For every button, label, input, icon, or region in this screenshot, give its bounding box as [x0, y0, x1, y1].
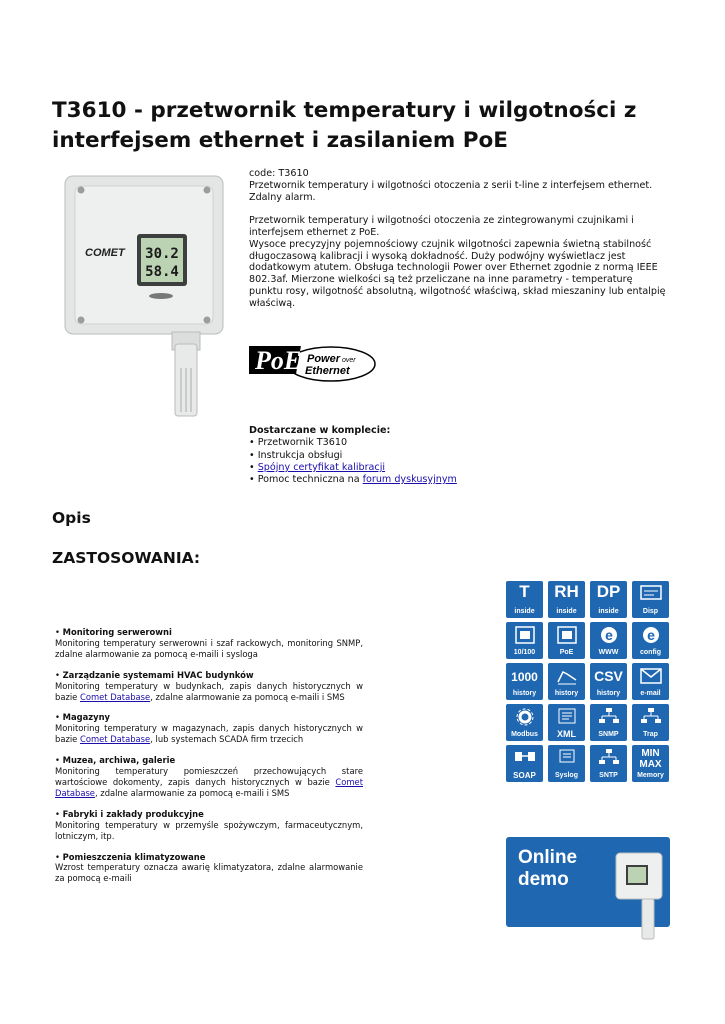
list-item: • Zarządzanie systemami HVAC budynków Monitoring temperatury w budynkach, zapis danych historycznych w bazie Comet Database, zdalne alarmowanie za pomocą e-maili i SMS — [55, 669, 363, 702]
temperature-inside-icon: T inside — [506, 581, 543, 618]
xml-icon: XML — [548, 704, 585, 741]
online-demo-button[interactable] — [506, 837, 670, 927]
ethernet-port-icon: 10/100 — [506, 622, 543, 659]
svg-text:Power: Power — [307, 353, 341, 365]
application-description: Wzrost temperatury oznacza awarię klimatyzatora, zdalne alarmowanie za pomocą e-maili — [55, 862, 363, 884]
application-name: Muzea, archiwa, galerie — [62, 755, 176, 766]
list-item: • Magazyny Monitoring temperatury w magazynach, zapis danych historycznych w bazie Comet Database, lub systemach SCADA firm trzecich — [55, 712, 363, 745]
brand-logo: COMET — [85, 247, 125, 259]
list-item: • Fabryki i zakłady produkcyjne Monitoring temperatury w przemyśle spożywczym, farmaceutycznym, lotniczym, itp. — [55, 808, 363, 841]
included-item: • Przetwornik T3610 — [249, 437, 348, 449]
online-demo-label: Online demo — [518, 847, 578, 890]
section-heading-applications: ZASTOSOWANIA: — [52, 549, 201, 567]
www-icon: e WWW — [590, 622, 627, 659]
svg-text:PoE: PoE — [255, 346, 302, 375]
svg-text:Ethernet: Ethernet — [305, 365, 350, 377]
list-item: • Muzea, archiwa, galerie Monitoring temperatury pomieszczeń przechowujących stare wartościowe dokomenty, zapis danych historycznych w bazie Comet Database, zdalne alarmowanie za pomocą e-maili i SMS — [55, 755, 363, 798]
included-item: • Spójny certyfikat kalibracji — [249, 461, 386, 473]
product-intro — [249, 168, 669, 310]
product-code: code: T3610 — [249, 168, 309, 179]
sntp-network-icon: SNTP — [590, 745, 627, 782]
forum-link[interactable]: forum dyskusyjnym — [362, 474, 457, 486]
demo-device-image — [614, 851, 668, 943]
product-description-2: Wysoce precyzyjny pojemnościowy czujnik wilgotności zapewnia świetną stabilność długoczasową kalibracji i wysoką dokładność. Duży podwójny wyświetlacz jest dodatkowym atutem. Obsługa technologii Power over Ethernet zgodnie z normą IEEE 802.3af. Mierzone wielkości są też przeliczane na inne parametry - temperaturę punktu rosy, wilgotność absolutną, wilgotność właściwą, skład mieszaniny lub entalpię właściwą. — [249, 238, 666, 309]
applications-list — [55, 627, 363, 894]
svg-text:over: over — [342, 357, 356, 364]
application-name: Fabryki i zakłady produkcyjne — [62, 808, 204, 819]
poe-port-icon: PoE — [548, 622, 585, 659]
device-photo — [55, 168, 233, 420]
display-value-bottom: 58.4 — [145, 264, 179, 280]
poe-logo — [249, 340, 377, 386]
syslog-icon: Syslog — [548, 745, 585, 782]
modbus-icon: Modbus — [506, 704, 543, 741]
product-short-description: Przetwornik temperatury i wilgotności otoczenia z serii t-line z interfejsem ethernet. Zdalny alarm. — [249, 179, 653, 203]
min-max-memory-icon: MIN MAX Memory — [632, 745, 669, 782]
application-name: Magazyny — [62, 712, 110, 723]
calibration-certificate-link[interactable]: Spójny certyfikat kalibracji — [257, 461, 386, 473]
graph-icon: history — [548, 663, 585, 700]
snmp-trap-icon: Trap — [632, 704, 669, 741]
included-item: • Instrukcja obsługi — [249, 449, 343, 461]
display-icon: Disp — [632, 581, 669, 618]
svg-text:e: e — [605, 627, 613, 643]
application-name: Monitoring serwerowni — [62, 627, 172, 637]
display-value-top: 30.2 — [145, 246, 179, 262]
product-description-1: Przetwornik temperatury i wilgotności otoczenia ze zintegrowanymi czujnikami i interfejsem ethernet z PoE. — [249, 215, 634, 238]
included-heading: Dostarczane w komplecie: — [249, 425, 391, 436]
soap-icon: SOAP — [506, 745, 543, 782]
included-items — [249, 425, 669, 486]
svg-text:e: e — [647, 627, 655, 643]
csv-history-icon: CSV history — [590, 663, 627, 700]
comet-database-link[interactable]: Comet Database — [80, 734, 151, 745]
list-item: • Monitoring serwerowni Monitoring temperatury serwerowni i szaf rackowych, monitoring SNMP, zdalne alarmowanie za pomocą e-maili i sysloga — [55, 627, 363, 659]
included-item: • Pomoc techniczna na forum dyskusyjnym — [249, 474, 457, 486]
list-item: • Pomieszczenia klimatyzowane Wzrost temperatury oznacza awarię klimatyzatora, zdalne alarmowanie za pomocą e-maili — [55, 851, 363, 884]
dewpoint-inside-icon: DP inside — [590, 581, 627, 618]
web-config-icon: e config — [632, 622, 669, 659]
comet-database-link[interactable]: Comet Database — [55, 776, 363, 798]
page-title: T3610 - przetwornik temperatury i wilgotności z interfejsem ethernet i zasilaniem PoE — [52, 98, 637, 153]
envelope-icon: e-mail — [632, 663, 669, 700]
history-1000-icon: 1000 history — [506, 663, 543, 700]
application-name: Pomieszczenia klimatyzowane — [62, 851, 206, 862]
section-heading-opis: Opis — [52, 509, 91, 527]
application-name: Zarządzanie systemami HVAC budynków — [62, 669, 254, 680]
humidity-inside-icon: RH inside — [548, 581, 585, 618]
comet-database-link[interactable]: Comet Database — [80, 691, 151, 702]
snmp-network-icon: SNMP — [590, 704, 627, 741]
application-description: Monitoring temperatury serwerowni i szaf rackowych, monitoring SNMP, zdalne alarmowanie za pomocą e-maili i sysloga — [55, 637, 363, 659]
application-description: Monitoring temperatury w przemyśle spożywczym, farmaceutycznym, lotniczym, itp. — [55, 819, 363, 841]
